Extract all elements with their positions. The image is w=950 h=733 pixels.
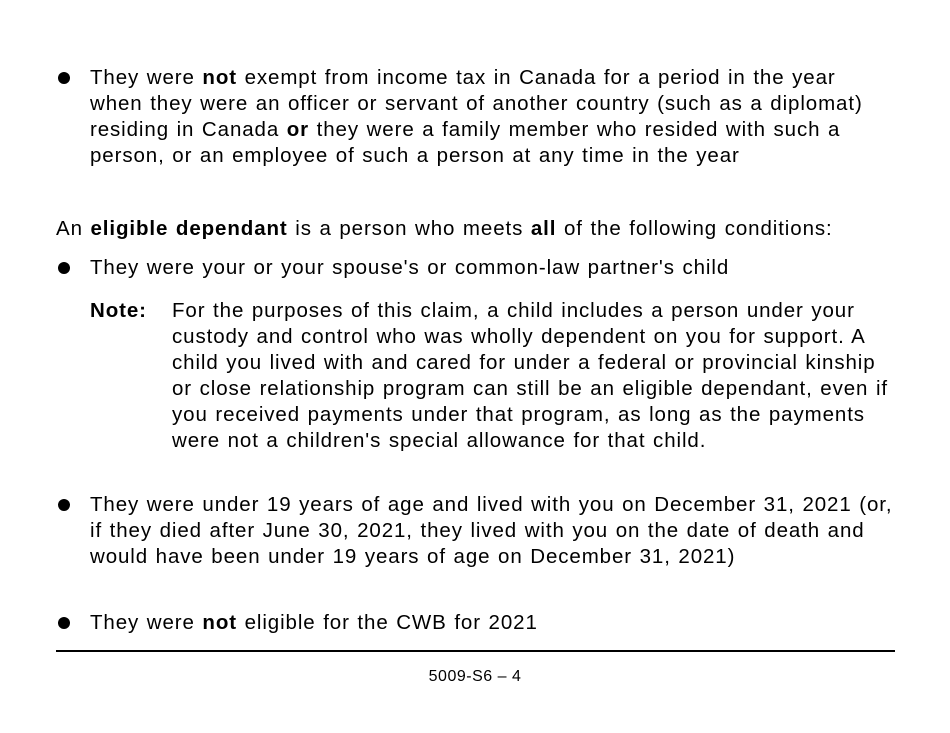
bullet-text: They were not exempt from income tax in Canada for a period in the year when they were an officer or servant of another country (such as a diplomat) residing in Canada or they were a family member who resided with such a person, or an employee of such a person at any time in the year <box>90 66 863 167</box>
bullet-icon <box>58 72 70 84</box>
bullet-text: They were not eligible for the CWB for 2021 <box>90 611 538 634</box>
bullet-text: They were under 19 years of age and lived with you on December 31, 2021 (or, if they died after June 30, 2021, they lived with you on the date of death and would have been under 19 years of age on December 31, 2021) <box>90 493 893 568</box>
note-label: Note: <box>90 299 147 322</box>
bullet-text: They were your or your spouse's or common-law partner's child <box>90 256 730 279</box>
footer-divider <box>56 650 895 652</box>
note-body: For the purposes of this claim, a child includes a person under your custody and control who was wholly dependent on you for support. A child you lived with and cared for under a federal or provincial kinship or close relationship program can still be an eligible dependant, even if you received payments under that program, as long as the payments were not a children's special allowance for that child. <box>172 299 889 452</box>
bullet-icon <box>58 499 70 511</box>
page-number: 5009-S6 – 4 <box>428 668 522 685</box>
bullet-icon <box>58 262 70 274</box>
eligible-dependant-intro: An eligible dependant is a person who meets all of the following conditions: <box>56 217 833 240</box>
bullet-icon <box>58 617 70 629</box>
